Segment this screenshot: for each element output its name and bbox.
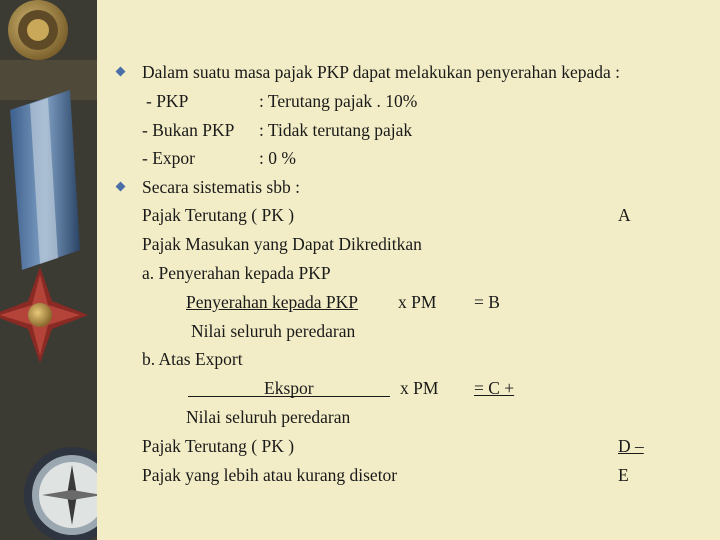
fraction-b-numerator: Ekspor [264, 378, 314, 398]
penyerahan-pkp-heading: a. Penyerahan kepada PKP [142, 263, 331, 283]
selisih-setor-code: E [618, 465, 629, 485]
fraction-b-denominator: Nilai seluruh peredaran [186, 407, 351, 427]
atas-export-heading: b. Atas Export [142, 349, 243, 369]
fraction-a-numerator: Penyerahan kepada PKP [186, 292, 359, 312]
medal-compass-illustration [0, 0, 97, 540]
pajak-terutang-code: A [618, 205, 631, 225]
bullet-text-sistematis: Secara sistematis sbb : [142, 177, 300, 197]
row-label-bukan-pkp: - Bukan PKP [142, 120, 235, 140]
pajak-terutang-label: Pajak Terutang ( PK ) [142, 205, 295, 225]
bullet-text-penyerahan: Dalam suatu masa pajak PKP dapat melakukan penyerahan kepada : [142, 62, 621, 82]
pajak-terutang-total-code: D – [618, 436, 644, 456]
fraction-a-multiplier: x PM [398, 292, 437, 312]
fraction-b-result: = C + [474, 378, 515, 398]
selisih-setor-label: Pajak yang lebih atau kurang disetor [142, 465, 398, 485]
fraction-b-multiplier: x PM [400, 378, 439, 398]
row-value-expor: : 0 % [259, 148, 296, 168]
row-label-pkp: - PKP [146, 91, 189, 111]
decorative-image-strip [0, 0, 97, 540]
pajak-masukan-label: Pajak Masukan yang Dapat Dikreditkan [142, 234, 422, 254]
row-value-bukan-pkp: : Tidak terutang pajak [259, 120, 413, 140]
fraction-a-denominator: Nilai seluruh peredaran [191, 321, 356, 341]
fraction-a-result: = B [474, 292, 500, 312]
row-label-expor: - Expor [142, 148, 195, 168]
pajak-terutang-total-label: Pajak Terutang ( PK ) [142, 436, 295, 456]
row-value-pkp: : Terutang pajak . 10% [259, 91, 418, 111]
